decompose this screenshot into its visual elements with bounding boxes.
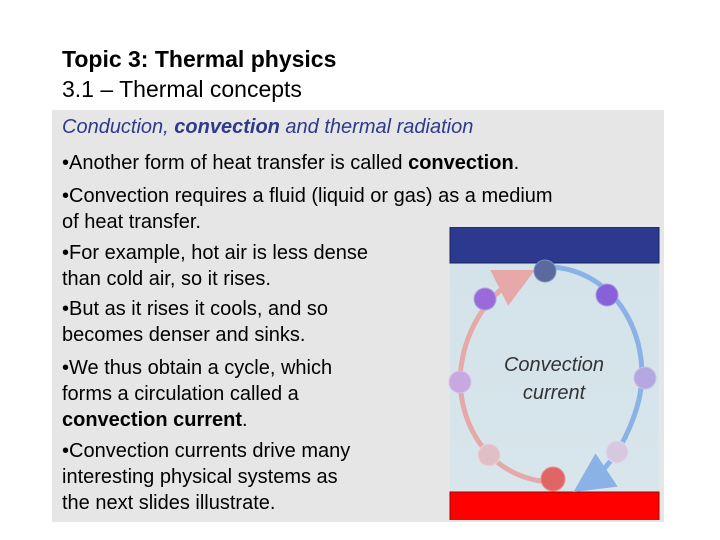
bullet-5-line1: We thus obtain a cycle, which bbox=[69, 357, 333, 379]
bullet-6-line3: the next slides illustrate. bbox=[62, 492, 276, 514]
bullet-marker: • bbox=[62, 440, 70, 462]
particle-cooling bbox=[474, 288, 496, 310]
particle-rising bbox=[449, 371, 471, 393]
bullet-4 bbox=[62, 296, 328, 348]
particle-warm bbox=[478, 444, 500, 466]
title-block bbox=[62, 44, 336, 104]
bullet-2-line1: Convection requires a fluid (liquid or gas) as a medium bbox=[69, 185, 553, 207]
bullet-3 bbox=[62, 240, 368, 292]
bullet-1 bbox=[62, 150, 519, 176]
particle-cooling bbox=[596, 284, 618, 306]
bullet-3-line1: For example, hot air is less dense bbox=[69, 242, 369, 264]
bullet-1-bold: convection bbox=[408, 152, 514, 174]
diagram-label-line1: Convection bbox=[503, 354, 605, 376]
cold-plate bbox=[450, 227, 659, 263]
bullet-marker: • bbox=[62, 242, 70, 264]
bullet-4-line2: becomes denser and sinks. bbox=[62, 324, 306, 346]
diagram-label-line2: current bbox=[522, 382, 586, 404]
bullet-6 bbox=[62, 438, 350, 516]
particle-sinking bbox=[634, 367, 656, 389]
section-heading-part1: Conduction, bbox=[62, 116, 175, 138]
bullet-5 bbox=[62, 355, 332, 433]
section-heading bbox=[62, 116, 473, 139]
bullet-5-bold: convection current bbox=[62, 409, 243, 431]
page-title: Topic 3: Thermal physics bbox=[62, 46, 337, 72]
bullet-2-line2: of heat transfer. bbox=[62, 211, 201, 233]
bullet-marker: • bbox=[62, 185, 70, 207]
bullet-1-end: . bbox=[513, 152, 520, 174]
bullet-5-end: . bbox=[242, 409, 248, 431]
bullet-3-line2: than cold air, so it rises. bbox=[62, 268, 271, 290]
bullet-marker: • bbox=[62, 357, 70, 379]
particle-cold bbox=[534, 260, 556, 282]
bullet-6-line2: interesting physical systems as bbox=[62, 466, 338, 488]
hot-plate bbox=[450, 492, 659, 520]
bullet-1-text: Another form of heat transfer is called bbox=[69, 152, 409, 174]
content-panel bbox=[52, 110, 664, 522]
convection-diagram bbox=[447, 227, 662, 520]
page-subtitle: 3.1 – Thermal concepts bbox=[62, 76, 302, 102]
bullet-marker: • bbox=[62, 152, 70, 174]
particle-warming bbox=[606, 441, 628, 463]
section-heading-part3: and thermal radiation bbox=[279, 116, 474, 138]
bullet-marker: • bbox=[62, 298, 70, 320]
bullet-6-line1: Convection currents drive many bbox=[69, 440, 351, 462]
section-heading-emphasis: convection bbox=[174, 116, 280, 138]
bullet-5-line2: forms a circulation called a bbox=[62, 383, 299, 405]
bullet-4-line1: But as it rises it cools, and so bbox=[69, 298, 329, 320]
particle-hot bbox=[541, 467, 565, 491]
